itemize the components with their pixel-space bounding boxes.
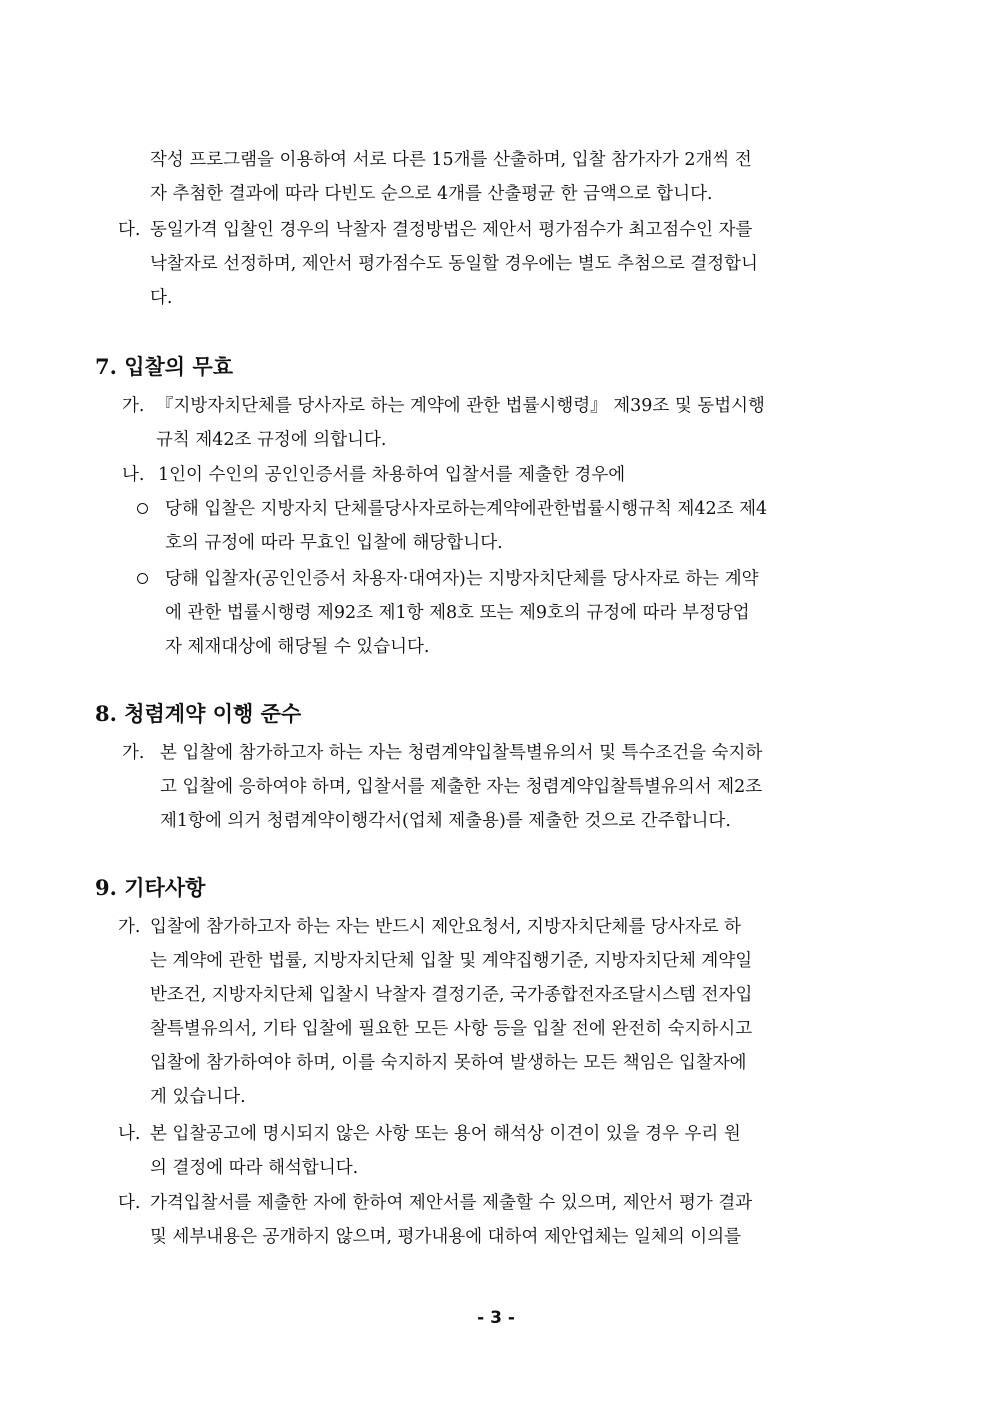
section-9-heading: 9. 기타사항 (95, 875, 206, 900)
section-7-bullet-1 (165, 492, 896, 560)
text-line: 규칙 제42조 규정에 의합니다. (156, 430, 387, 450)
text-line: 호의 규정에 따라 무효인 입찰에 해당합니다. (165, 533, 503, 553)
bullet-circle-icon (137, 503, 148, 514)
text-line: 본 입찰공고에 명시되지 않은 사항 또는 용어 해석상 이견이 있을 경우 우리 원 (150, 1124, 741, 1144)
item-da-text (150, 213, 896, 315)
text-line: 다. (150, 288, 173, 308)
paragraph-continuation (150, 143, 896, 211)
text-line: 가격입찰서를 제출한 자에 한하여 제안서를 제출할 수 있으며, 제안서 평가 결과 (150, 1193, 753, 1213)
item-marker: 가. (122, 743, 145, 763)
section-8-heading: 8. 청렴계약 이행 준수 (95, 701, 302, 726)
item-marker: 나. (122, 465, 145, 485)
section-9-item-na (150, 1117, 896, 1185)
text-line: 반조건, 지방자치단체 입찰시 낙찰자 결정기준, 국가종합전자조달시스템 전자입 (150, 985, 753, 1005)
item-marker: 다. (118, 1193, 141, 1213)
text-line: 의 결정에 따라 해석합니다. (150, 1158, 359, 1178)
text-line: 고 입찰에 응하여야 하며, 입찰서를 제출한 자는 청렴계약입찰특별유의서 제2조 (160, 777, 763, 797)
text-line: 당해 입찰은 지방자치 단체를당사자로하는계약에관한법률시행규칙 제42조 제4 (165, 499, 768, 519)
section-9-item-da (150, 1186, 896, 1254)
text-line: 게 있습니다. (150, 1087, 246, 1107)
section-8-item-ga (160, 736, 896, 838)
item-marker: 다. (118, 220, 141, 240)
text-line: 낙찰자로 선정하며, 제안서 평가점수도 동일할 경우에는 별도 추첨으로 결정합니 (150, 254, 758, 274)
text-line: 에 관한 법률시행령 제92조 제1항 제8호 또는 제9호의 규정에 따라 부정당업 (165, 603, 750, 623)
text-line: 입찰에 참가하고자 하는 자는 반드시 제안요청서, 지방자치단체를 당사자로 하 (150, 917, 742, 937)
text-line: 작성 프로그램을 이용하여 서로 다른 15개를 산출하며, 입찰 참가자가 2개씩 전 (150, 150, 752, 170)
text-line: 1인이 수인의 공인인증서를 차용하여 입찰서를 제출한 경우에 (158, 465, 626, 485)
section-7-item-ga (156, 389, 896, 457)
section-7-item-na (158, 458, 896, 492)
page-number: - 3 - (477, 1308, 515, 1328)
text-line: 당해 입찰자(공인인증서 차용자·대여자)는 지방자치단체를 당사자로 하는 계약 (165, 569, 759, 589)
text-line: 자 제재대상에 해당될 수 있습니다. (165, 637, 430, 657)
section-9-item-ga (150, 910, 896, 1114)
text-line: 제1항에 의거 청렴계약이행각서(업체 제출용)를 제출한 것으로 간주합니다. (160, 811, 731, 831)
item-marker: 가. (122, 396, 145, 416)
text-line: 동일가격 입찰인 경우의 낙찰자 결정방법은 제안서 평가점수가 최고점수인 자를 (150, 220, 753, 240)
text-line: 찰특별유의서, 기타 입찰에 필요한 모든 사항 등을 입찰 전에 완전히 숙지하시고 (150, 1019, 753, 1039)
bullet-circle-icon (137, 573, 148, 584)
item-marker: 나. (118, 1124, 141, 1144)
section-7-bullet-2 (165, 562, 896, 664)
text-line: 본 입찰에 참가하고자 하는 자는 청렴계약입찰특별유의서 및 특수조건을 숙지하 (160, 743, 763, 763)
text-line: 입찰에 참가하여야 하며, 이를 숙지하지 못하여 발생하는 모든 책임은 입찰자에 (150, 1053, 747, 1073)
text-line: 는 계약에 관한 법률, 지방자치단체 입찰 및 계약집행기준, 지방자치단체 계약일 (150, 951, 753, 971)
section-7-heading: 7. 입찰의 무효 (95, 354, 233, 379)
text-line: 및 세부내용은 공개하지 않으며, 평가내용에 대하여 제안업체는 일체의 이의를 (150, 1227, 742, 1247)
text-line: 『지방자치단체를 당사자로 하는 계약에 관한 법률시행령』 제39조 및 동법시행 (156, 396, 765, 416)
item-marker: 가. (118, 917, 141, 937)
text-line: 자 추첨한 결과에 따라 다빈도 순으로 4개를 산출평균 한 금액으로 합니다. (150, 184, 713, 204)
